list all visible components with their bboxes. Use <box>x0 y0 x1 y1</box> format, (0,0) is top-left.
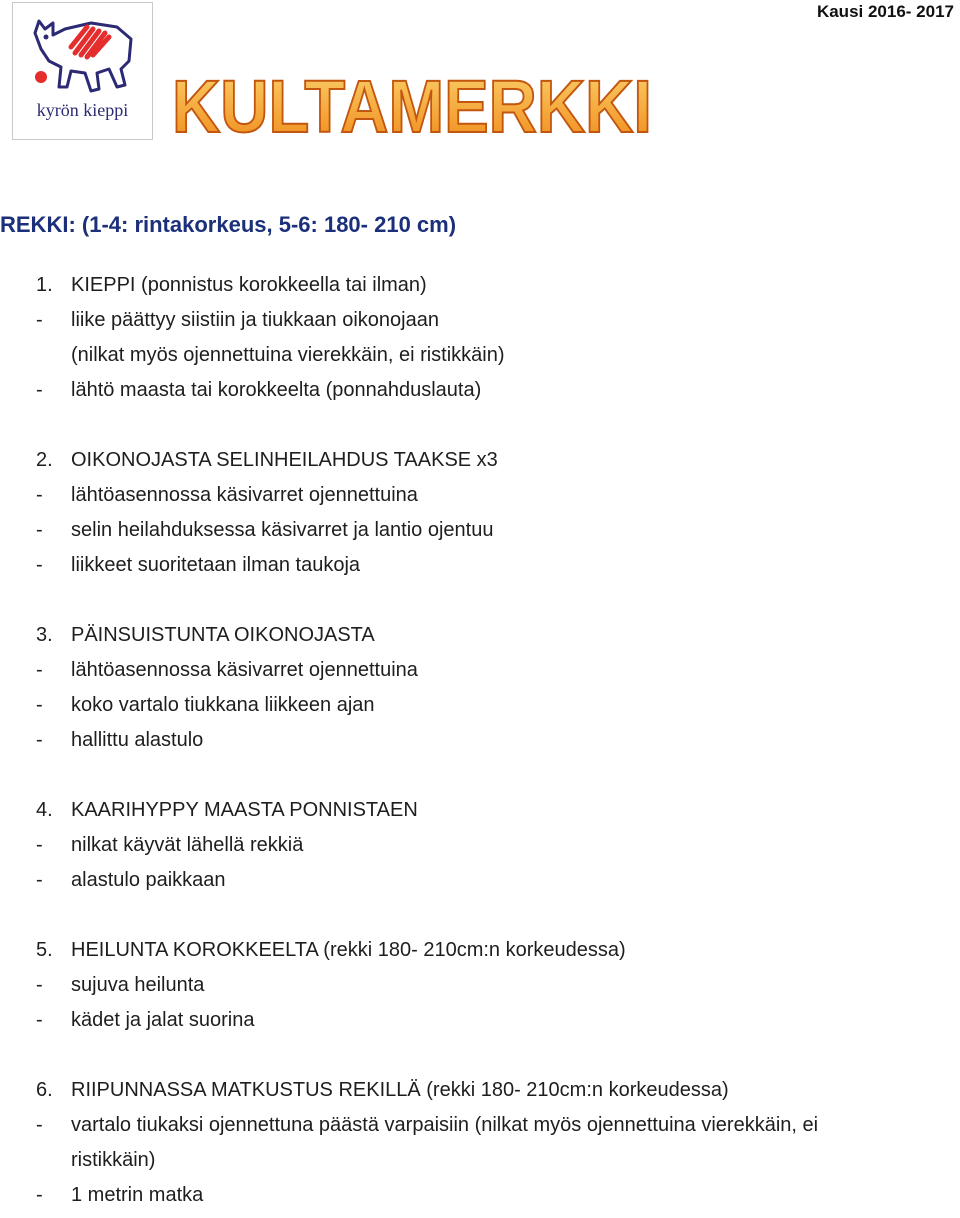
exercise-number: 5. <box>36 939 53 961</box>
criterion-text: lähtöasennossa käsivarret ojennettuina <box>71 659 418 681</box>
exercise-title: KIEPPI (ponnistus korokkeella tai ilman) <box>71 274 427 296</box>
criterion-text: liike päättyy siistiin ja tiukkaan oikonojaan <box>71 309 439 331</box>
criterion-text: koko vartalo tiukkana liikkeen ajan <box>71 694 375 716</box>
bullet-dash: - <box>36 834 43 856</box>
criterion-continuation: (nilkat myös ojennettuina vierekkäin, ei ristikkäin) <box>71 344 505 366</box>
criterion-text: lähtöasennossa käsivarret ojennettuina <box>71 484 418 506</box>
bullet-dash: - <box>36 519 43 541</box>
exercise-number: 1. <box>36 274 53 296</box>
criterion-text: alastulo paikkaan <box>71 869 226 891</box>
criterion-text: nilkat käyvät lähellä rekkiä <box>71 834 304 856</box>
exercise-section <box>0 1073 960 1213</box>
bullet-dash: - <box>36 1114 43 1136</box>
criterion-text: kädet ja jalat suorina <box>71 1009 255 1031</box>
criterion-text: selin heilahduksessa käsivarret ja lantio ojentuu <box>71 519 494 541</box>
bullet-dash: - <box>36 974 43 996</box>
page-heading: REKKI: (1-4: rintakorkeus, 5-6: 180- 210 cm) <box>0 212 457 237</box>
exercise-section <box>0 268 960 408</box>
banner-title: KULTAMERKKI <box>172 66 652 148</box>
bullet-dash: - <box>36 1009 43 1031</box>
bullet-dash: - <box>36 1184 43 1206</box>
criterion-text: hallittu alastulo <box>71 729 204 751</box>
exercise-title: OIKONOJASTA SELINHEILAHDUS TAAKSE x3 <box>71 449 498 471</box>
exercise-section <box>0 618 960 758</box>
club-logo <box>12 2 153 140</box>
exercise-title: PÄINSUISTUNTA OIKONOJASTA <box>71 624 375 646</box>
criterion-text: 1 metrin matka <box>71 1184 204 1206</box>
bullet-dash: - <box>36 729 43 751</box>
exercise-title: RIIPUNNASSA MATKUSTUS REKILLÄ (rekki 180- 210cm:n korkeudessa) <box>71 1079 729 1101</box>
bullet-dash: - <box>36 869 43 891</box>
exercise-title: HEILUNTA KOROKKEELTA (rekki 180- 210cm:n korkeudessa) <box>71 939 626 961</box>
exercise-number: 2. <box>36 449 53 471</box>
bullet-dash: - <box>36 484 43 506</box>
bullet-dash: - <box>36 659 43 681</box>
brand-name: kyrön kieppi <box>36 100 129 120</box>
exercise-number: 6. <box>36 1079 53 1101</box>
exercise-number: 4. <box>36 799 53 821</box>
criterion-text: vartalo tiukaksi ojennettuna päästä varpaisiin (nilkat myös ojennettuina vierekkäin, ei <box>71 1114 819 1136</box>
bullet-dash: - <box>36 694 43 716</box>
exercise-section <box>0 793 960 898</box>
criterion-continuation: ristikkäin) <box>71 1149 156 1171</box>
criterion-text: lähtö maasta tai korokkeelta (ponnahduslauta) <box>71 379 482 401</box>
exercise-list <box>0 268 960 1213</box>
criterion-text: liikkeet suoritetaan ilman taukoja <box>71 554 361 576</box>
exercise-section <box>0 443 960 583</box>
exercise-number: 3. <box>36 624 53 646</box>
bullet-dash: - <box>36 309 43 331</box>
bullet-dash: - <box>36 554 43 576</box>
exercise-section <box>0 933 960 1038</box>
season-label: Kausi 2016- 2017 <box>816 2 954 21</box>
bullet-dash: - <box>36 379 43 401</box>
exercise-title: KAARIHYPPY MAASTA PONNISTAEN <box>71 799 418 821</box>
criterion-text: sujuva heilunta <box>71 974 205 996</box>
title-banner <box>170 66 660 152</box>
